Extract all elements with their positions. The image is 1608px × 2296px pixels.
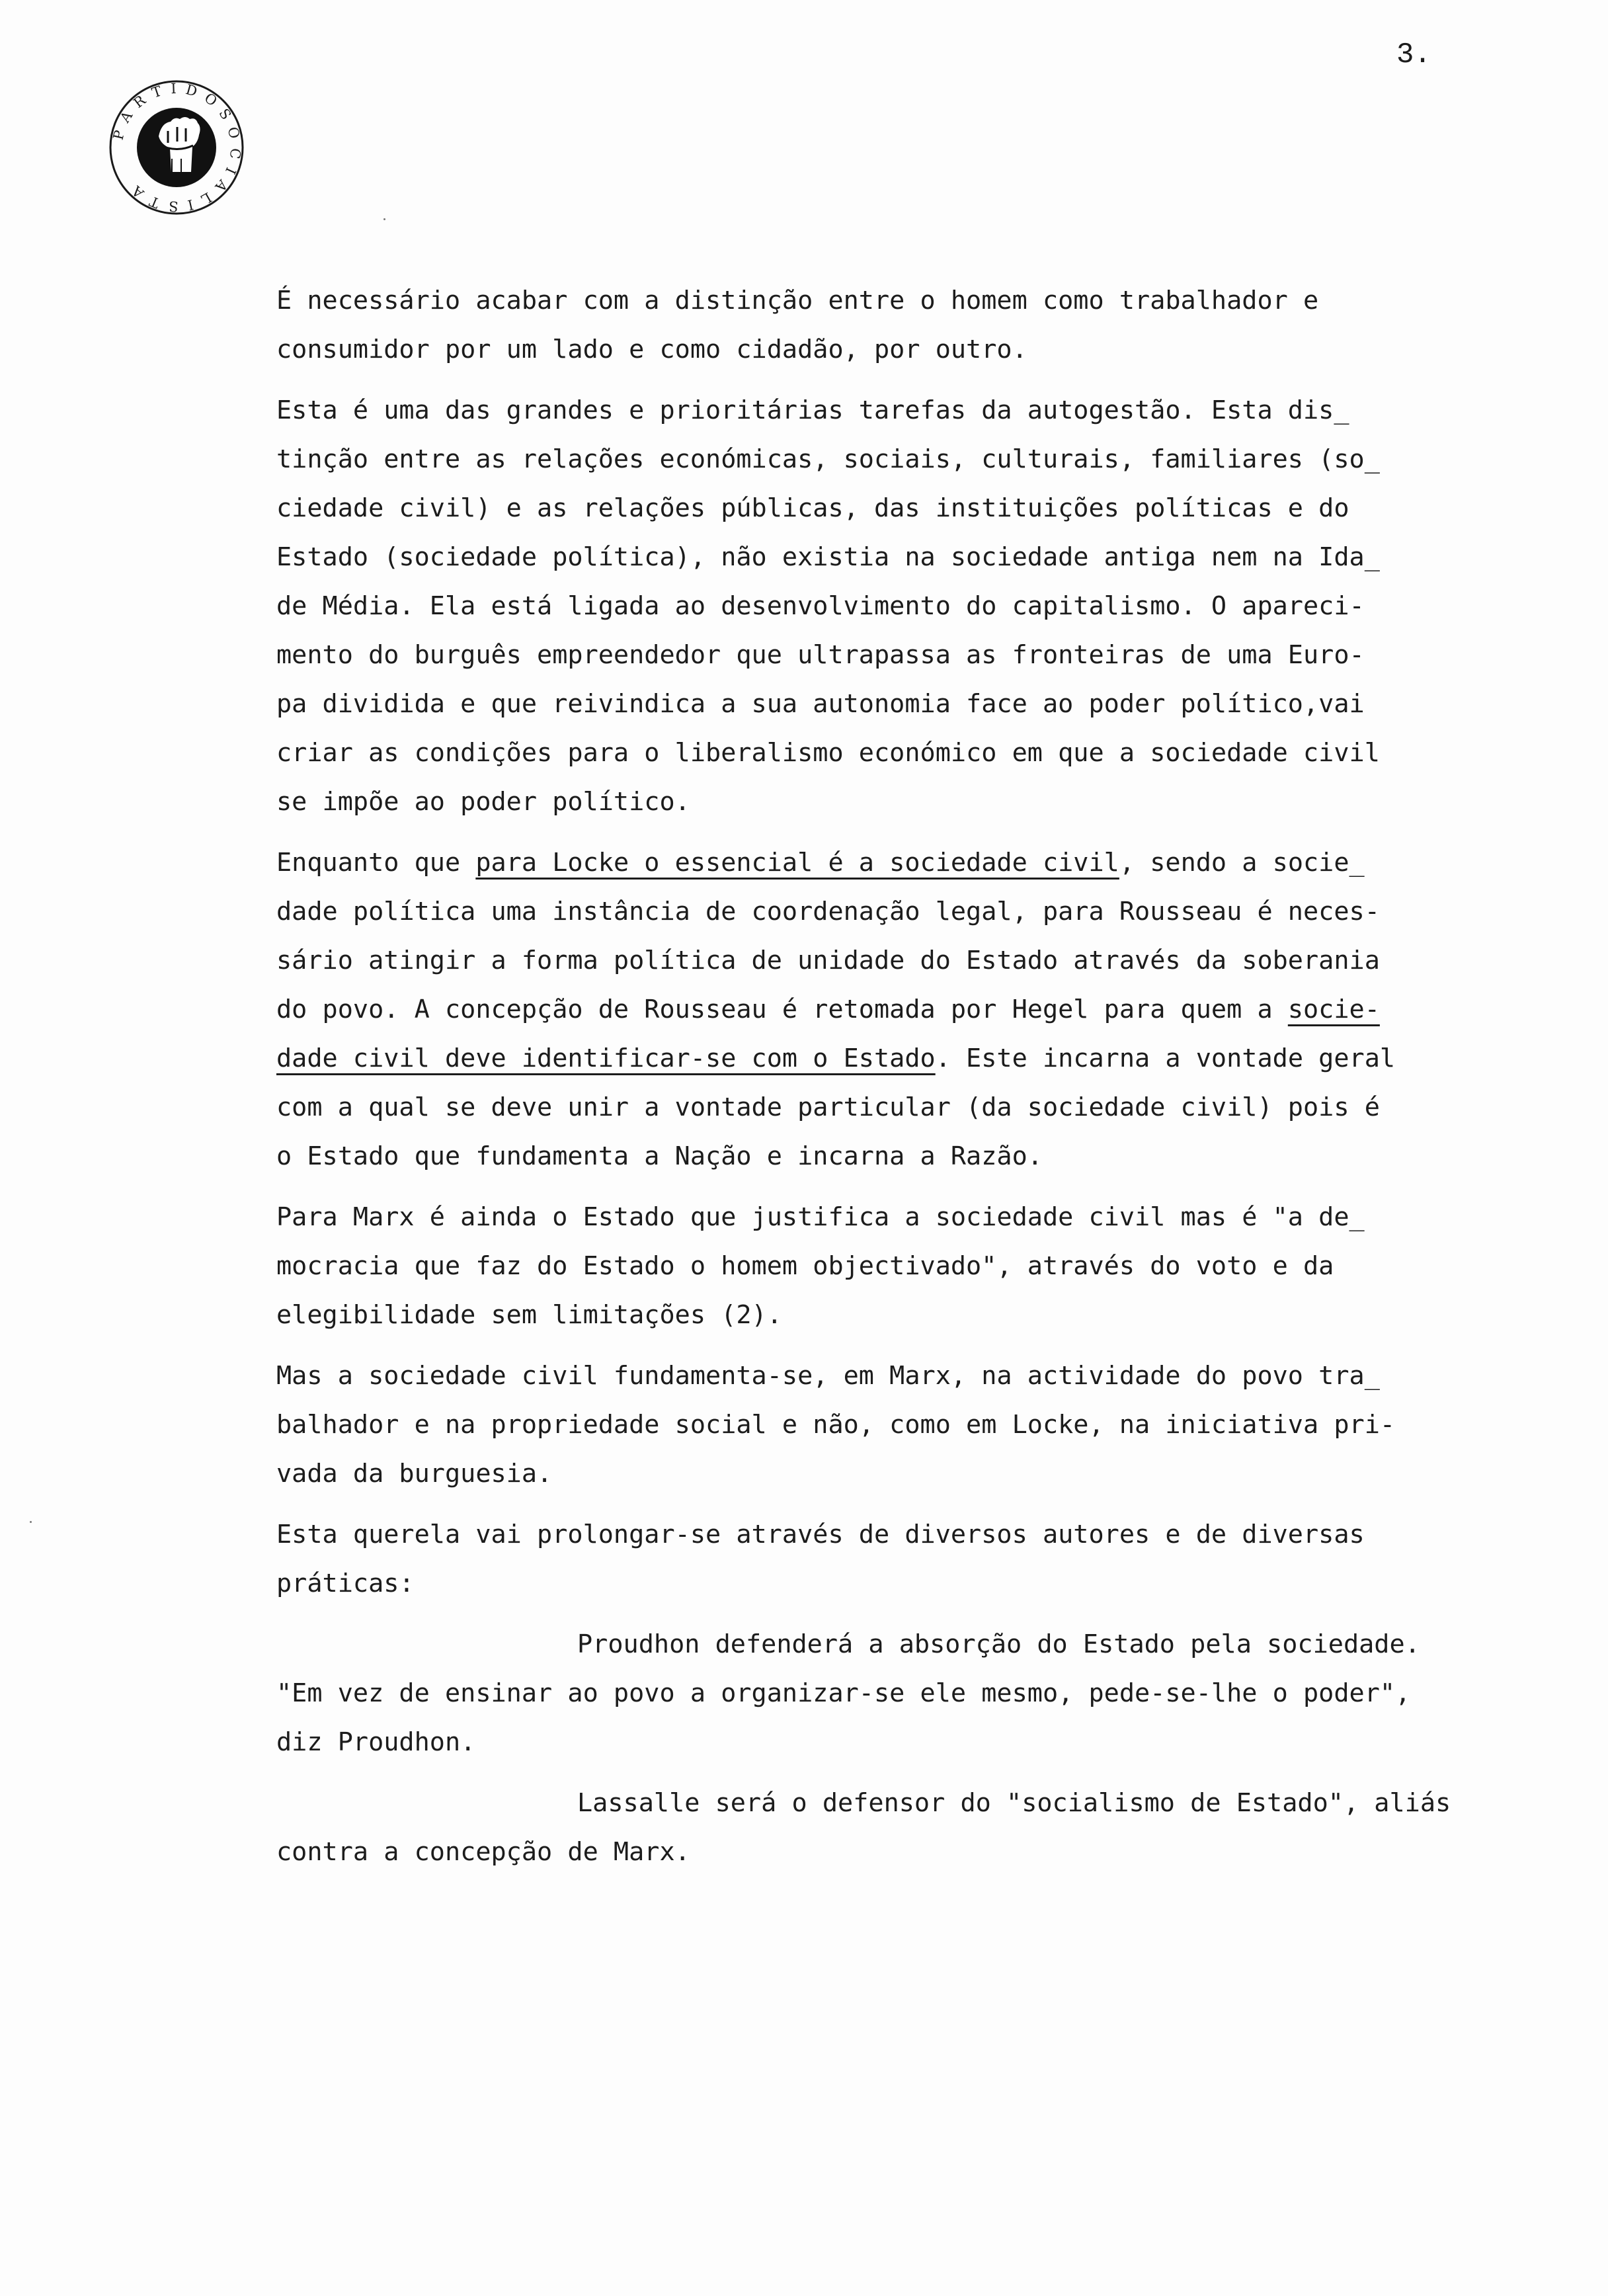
text-line: se impõe ao poder político. [276,787,690,817]
text-line: ciedade civil) e as relações públicas, das instituições políticas e do [276,493,1349,523]
text-line: elegibilidade sem limitações (2). [276,1300,782,1330]
text-line [276,1034,1519,1083]
text-line [276,839,1519,887]
text-line: com a qual se deve unir a vontade particular (da sociedade civil) pois é [276,1092,1380,1122]
underlined-phrase: dade civil deve identificar-se com o Estado [276,1044,936,1073]
text-line: tinção entre as relações económicas, sociais, culturais, familiares (so_ [276,444,1380,474]
raised-fist-icon [137,108,216,187]
scan-speck [383,218,385,220]
paragraph-3 [276,839,1519,1181]
text-line [276,985,1519,1034]
document-body [276,276,1519,1889]
text-line: consumidor por um lado e como cidadão, por outro. [276,335,1027,364]
text-line: Proudhon defenderá a absorção do Estado pela sociedade. [577,1629,1420,1659]
paragraph-7 [276,1620,1519,1767]
text-line: Esta é uma das grandes e prioritárias tarefas da autogestão. Esta dis_ [276,395,1349,425]
text-line: práticas: [276,1569,415,1598]
text-line: Lassalle será o defensor do "socialismo de Estado", aliás [577,1788,1451,1818]
text-line: Mas a sociedade civil fundamenta-se, em Marx, na actividade do povo tra_ [276,1361,1380,1391]
text-segment: Enquanto que [276,848,476,878]
svg-text:P A R T I D O S O C I A L I: P A R T I D O S O C I A L I S T A [110,80,244,215]
paragraph-4 [276,1193,1519,1340]
partido-socialista-logo [107,78,246,217]
text-line: pa dividida e que reivindica a sua autonomia face ao poder político,vai [276,689,1365,719]
text-line: vada da burguesia. [276,1459,553,1489]
text-line: mento do burguês empreendedor que ultrapassa as fronteiras de uma Euro- [276,640,1365,670]
text-line: criar as condições para o liberalismo económico em que a sociedade civil [276,738,1380,768]
text-line: dade política uma instância de coordenação legal, para Rousseau é neces- [276,897,1380,926]
text-line: de Média. Ela está ligada ao desenvolvimento do capitalismo. O apareci- [276,591,1365,621]
text-line: É necessário acabar com a distinção entre o homem como trabalhador e [276,286,1319,315]
text-line: Esta querela vai prolongar-se através de diversos autores e de diversas [276,1520,1365,1549]
text-line: sário atingir a forma política de unidade do Estado através da soberania [276,946,1380,975]
paragraph-1 [276,276,1519,374]
paragraph-8 [276,1779,1519,1877]
text-line: o Estado que fundamenta a Nação e incarna a Razão. [276,1141,1043,1171]
scan-speck [30,1521,32,1523]
text-line: mocracia que faz do Estado o homem objectivado", através do voto e da [276,1251,1334,1281]
underlined-phrase: para Locke o essencial é a sociedade civil [475,848,1119,878]
text-line: balhador e na propriedade social e não, como em Locke, na iniciativa pri- [276,1410,1396,1440]
text-line: contra a concepção de Marx. [276,1837,690,1867]
paragraph-5 [276,1352,1519,1498]
text-segment: . Este incarna a vontade geral [935,1044,1396,1073]
underlined-phrase: socie- [1287,995,1380,1024]
text-line: Estado (sociedade política), não existia na sociedade antiga nem na Ida_ [276,542,1380,572]
paragraph-6 [276,1510,1519,1608]
text-segment: do povo. A concepção de Rousseau é retomada por Hegel para quem a [276,995,1288,1024]
page-number: 3. [1396,38,1431,71]
text-line: Para Marx é ainda o Estado que justifica a sociedade civil mas é "a de_ [276,1202,1365,1232]
paragraph-2 [276,386,1519,827]
text-segment: , sendo a socie_ [1119,848,1365,878]
text-line: "Em vez de ensinar ao povo a organizar-se ele mesmo, pede-se-lhe o poder", [276,1678,1411,1708]
text-line: diz Proudhon. [276,1727,476,1757]
